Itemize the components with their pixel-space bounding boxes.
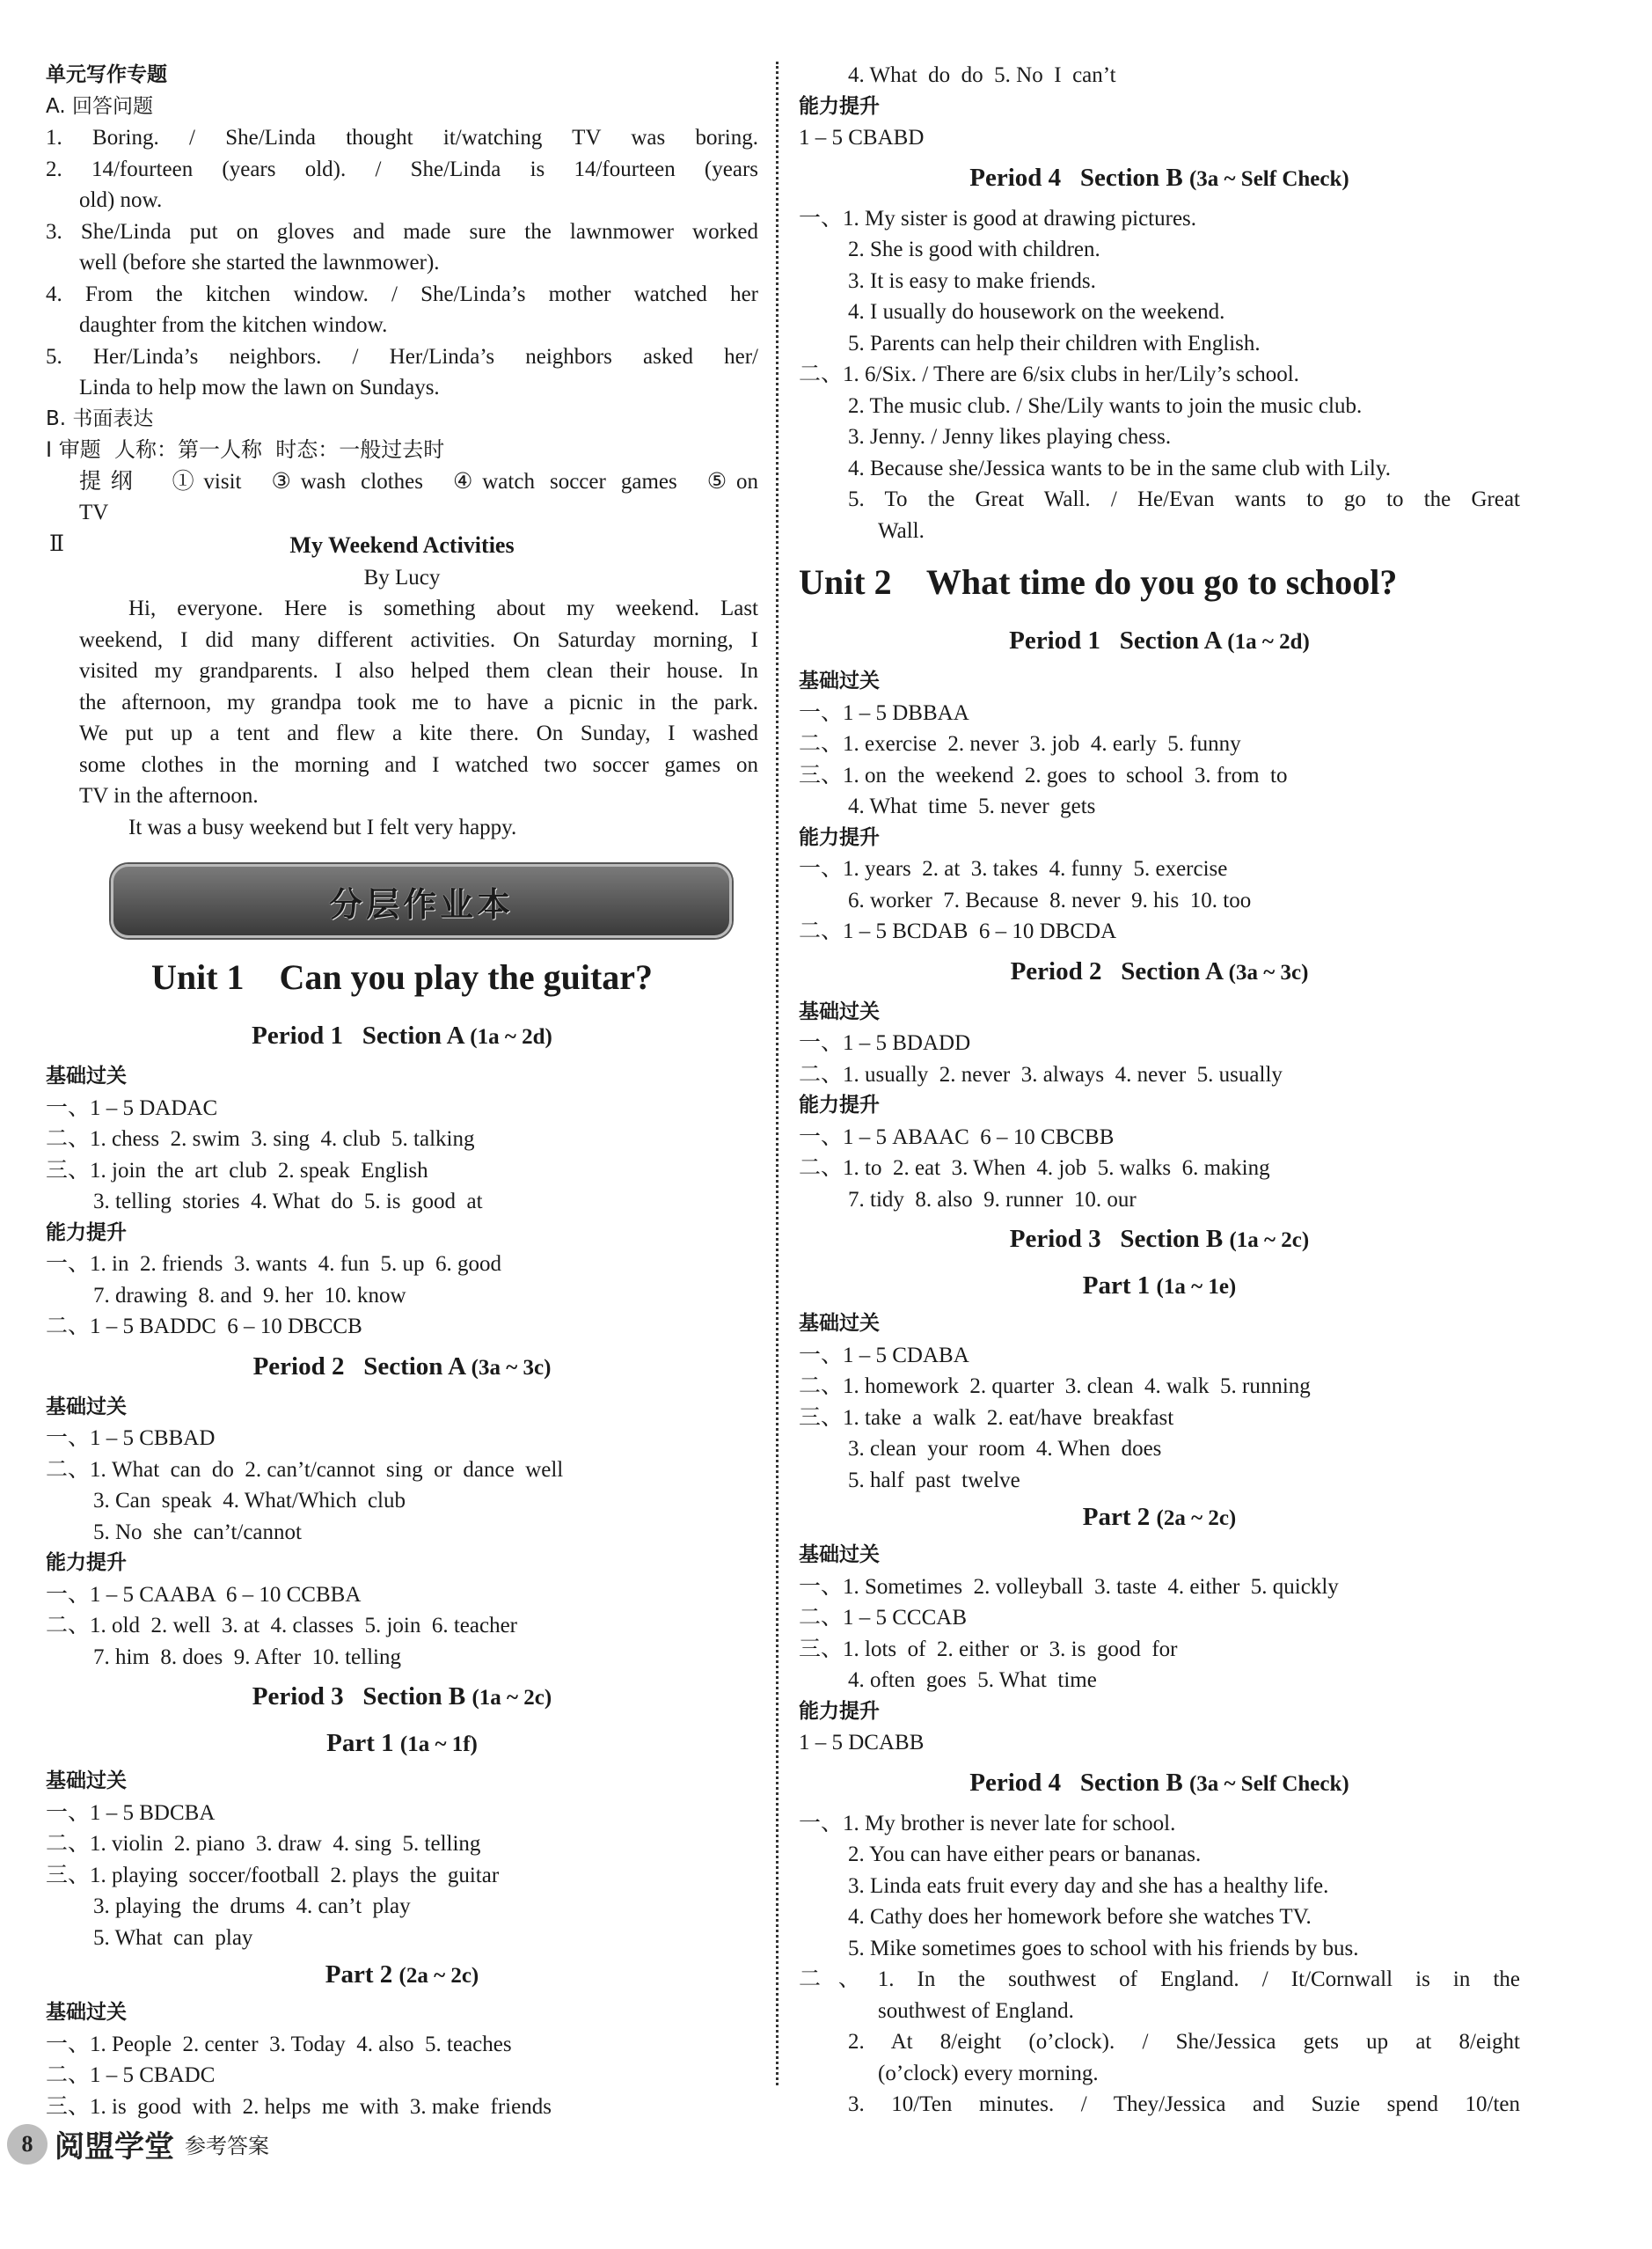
basic-heading: 基础过关 <box>46 1395 127 1418</box>
period-range: (1a ~ 2c) <box>1229 1228 1310 1252</box>
period-title: Period 1 Section A <box>252 1022 464 1050</box>
answer-line: 一、1 – 5 CDABA <box>799 1343 969 1367</box>
essay-line: some clothes in the morning and I watched two soccer games on <box>79 752 758 777</box>
answer-line: 二、1. exercise 2. never 3. job 4. early 5. funny <box>799 732 1241 756</box>
brand-logo: 阅盟学堂 <box>55 2129 174 2165</box>
period-title: Period 1 Section A <box>1009 626 1222 655</box>
answer-line: 三、1. take a walk 2. eat/have breakfast <box>799 1405 1174 1430</box>
period-heading <box>799 619 1520 664</box>
answer-line: 2. She is good with children. <box>848 238 1100 261</box>
unit-1-title: Unit 1 Can you play the guitar? <box>150 957 654 997</box>
answer-line: 二、1. usually 2. never 3. always 4. never 5. usually <box>799 1062 1283 1087</box>
part-heading <box>799 1496 1520 1540</box>
answer-line: 4. I usually do housework on the weekend. <box>848 300 1225 324</box>
answer-line: 1 – 5 CBABD <box>799 126 925 150</box>
answer-line: 6. worker 7. Because 8. never 9. his 10. too <box>848 888 1252 912</box>
answer-line: (o’clock) every morning. <box>878 2061 1099 2085</box>
answer-line: 7. tidy 8. also 9. runner 10. our <box>848 1187 1137 1212</box>
essay-line: TV in the afternoon. <box>79 784 259 808</box>
answer-line: 二、1. What can do 2. can’t/cannot sing or dance well <box>46 1457 564 1482</box>
advance-heading: 能力提升 <box>46 1220 127 1244</box>
answer-line: 3. It is easy to make friends. <box>848 268 1096 293</box>
answer-line: 一、1 – 5 CAABA 6 – 10 CCBBA <box>46 1582 362 1607</box>
answer-line: 二、1. old 2. well 3. at 4. classes 5. join 6. teacher <box>46 1614 517 1637</box>
period-range: (3a ~ 3c) <box>1228 960 1309 985</box>
part-title: Part 1 <box>326 1729 394 1757</box>
period-title: Period 3 Section B <box>1009 1225 1224 1253</box>
period-range: (3a ~ 3c) <box>471 1355 552 1380</box>
part-range: (1a ~ 1e) <box>1156 1275 1237 1299</box>
answer-line: 一、1 – 5 CBBAD <box>46 1426 216 1450</box>
part-title: Part 2 <box>325 1960 393 1989</box>
answer-line: 二、1. violin 2. piano 3. draw 4. sing 5. telling <box>46 1832 481 1856</box>
period-heading <box>799 156 1520 201</box>
column-divider <box>776 62 778 2085</box>
answer-line: 5. To the Great Wall. / He/Evan wants to go to the Great <box>848 487 1520 511</box>
period-title: Period 4 Section B <box>969 1768 1183 1797</box>
essay-title: My Weekend Activities <box>289 531 515 558</box>
answer-line: 1. Boring. / She/Linda thought it/watching TV was boring. <box>46 126 758 150</box>
answer-line: 5. Parents can help their children with English. <box>848 331 1261 355</box>
answer-line: well (before she started the lawnmower). <box>79 251 440 275</box>
answer-line: 二、1. In the southwest of England. / It/Cornwall is in the <box>799 1967 1520 1991</box>
period-title: Period 3 Section B <box>252 1682 466 1711</box>
answer-line: 二、1. chess 2. swim 3. sing 4. club 5. talking <box>46 1127 475 1151</box>
period-range: (1a ~ 2c) <box>471 1686 552 1710</box>
part-a-heading: A. 回答问题 <box>46 94 153 118</box>
answer-line: 一、1 – 5 BDCBA <box>46 1800 216 1825</box>
answer-line: Wall. <box>878 518 925 543</box>
basic-heading: 基础过关 <box>799 1000 880 1023</box>
answer-line: 1 – 5 DCABB <box>799 1731 925 1755</box>
period-heading <box>799 949 1520 995</box>
answer-line: 2. 14/fourteen (years old). / She/Linda is 14/fourteen (years <box>46 157 758 181</box>
page-number: 8 <box>7 2124 48 2165</box>
answer-line: 二、1 – 5 BADDC 6 – 10 DBCCB <box>46 1315 362 1338</box>
answer-line: 一、1. My brother is never late for school. <box>799 1811 1176 1835</box>
advance-heading: 能力提升 <box>46 1551 127 1574</box>
part-b-heading: B. 书面表达 <box>46 407 154 430</box>
answer-line: 7. him 8. does 9. After 10. telling <box>93 1645 401 1669</box>
answer-line: 3. She/Linda put on gloves and made sure the lawnmower worked <box>46 219 758 244</box>
answer-line: 二、1 – 5 BCDAB 6 – 10 DBCDA <box>799 919 1117 943</box>
period-range: (3a ~ Self Check) <box>1188 1771 1349 1796</box>
part-title: Part 1 <box>1082 1271 1151 1300</box>
answer-line: 三、1. join the art club 2. speak English <box>46 1158 428 1183</box>
answer-line: 二、1. 6/Six. / There are 6/six clubs in her/Lily’s school. <box>799 363 1299 386</box>
basic-heading: 基础过关 <box>46 1769 127 1792</box>
essay-line: weekend, I did many different activities. On Saturday morning, I <box>79 627 758 652</box>
part-heading <box>46 1722 758 1766</box>
answer-line: 4. What do do 5. No I can’t <box>848 63 1116 87</box>
basic-heading: 基础过关 <box>46 1065 127 1088</box>
answer-line: 三、1. playing soccer/football 2. plays the guitar <box>46 1863 500 1887</box>
part-range: (1a ~ 1f) <box>399 1733 478 1756</box>
basic-heading: 基础过关 <box>799 1312 880 1335</box>
answer-line: 5. Her/Linda’s neighbors. / Her/Linda’s neighbors asked her/ <box>46 344 758 369</box>
answer-line: 4. Because she/Jessica wants to be in the same club with Lily. <box>848 456 1391 480</box>
answer-line: 二、1. to 2. eat 3. When 4. job 5. walks 6. making <box>799 1156 1270 1180</box>
answer-line: 4. What time 5. never gets <box>848 795 1096 818</box>
part-heading <box>799 1264 1520 1308</box>
answer-line: 三、1. on the weekend 2. goes to school 3. from to <box>799 763 1288 788</box>
essay-line: Hi, everyone. Here is something about my weekend. Last <box>128 597 758 620</box>
period-range: (1a ~ 2d) <box>470 1025 552 1049</box>
answer-line: 4. Cathy does her homework before she watches TV. <box>848 1905 1312 1929</box>
writing-outline: TV <box>79 501 109 524</box>
writing-outline: 提纲 ①visit ③wash clothes ④watch soccer games ⑤on <box>79 469 758 494</box>
page-footer <box>7 2122 269 2165</box>
answer-line: 二、1 – 5 CCCAB <box>799 1606 968 1630</box>
part-range: (2a ~ 2c) <box>1156 1506 1237 1530</box>
answer-line: 2. At 8/eight (o’clock). / She/Jessica gets up at 8/eight <box>848 2030 1520 2054</box>
answer-line: 二、1 – 5 CBADC <box>46 2063 216 2087</box>
advance-heading: 能力提升 <box>799 1699 880 1723</box>
answer-line: 一、1. years 2. at 3. takes 4. funny 5. exercise <box>799 857 1228 881</box>
section-banner <box>111 864 732 938</box>
answer-line: 一、1 – 5 DBBAA <box>799 700 969 725</box>
writing-analysis: Ⅰ 审题 人称：第一人称 时态：一般过去时 <box>46 437 445 462</box>
advance-heading: 能力提升 <box>799 825 880 849</box>
period-title: Period 4 Section B <box>969 163 1183 192</box>
period-title: Period 2 Section A <box>1010 956 1223 985</box>
part-title: Part 2 <box>1082 1503 1151 1531</box>
period-title: Period 2 Section A <box>252 1352 465 1381</box>
answer-line: 5. half past twelve <box>848 1468 1020 1492</box>
answer-line: daughter from the kitchen window. <box>79 313 388 337</box>
unit-2-title: Unit 2 What time do you go to school? <box>799 562 1398 602</box>
answer-line: 3. Linda eats fruit every day and she has a healthy life. <box>848 1873 1329 1898</box>
answer-line: southwest of England. <box>878 1998 1074 2023</box>
answer-line: 一、1 – 5 ABAAC 6 – 10 CBCBB <box>799 1124 1115 1149</box>
essay-marker: Ⅱ <box>49 531 64 556</box>
right-column <box>799 60 1520 2121</box>
answer-line: 2. The music club. / She/Lily wants to join the music club. <box>848 393 1363 418</box>
answer-line: 5. What can play <box>93 1925 253 1950</box>
period-heading <box>799 1761 1520 1806</box>
answer-line: 5. Mike sometimes goes to school with his friends by bus. <box>848 1936 1359 1960</box>
essay-line: the afternoon, my grandpa took me to have a picnic in the park. <box>79 690 758 714</box>
answer-line: old) now. <box>79 188 163 212</box>
advance-heading: 能力提升 <box>799 94 880 118</box>
left-column <box>46 60 758 2122</box>
answer-line: 4. often goes 5. What time <box>848 1668 1097 1692</box>
answer-line: 二、1. homework 2. quarter 3. clean 4. walk 5. running <box>799 1374 1311 1398</box>
period-heading <box>799 1217 1520 1263</box>
essay-line: visited my grandparents. I also helped them clean their house. In <box>79 659 758 683</box>
essay-author: By Lucy <box>363 565 441 590</box>
answer-line: 4. From the kitchen window. / She/Linda’s mother watched her <box>46 282 758 306</box>
period-range: (3a ~ Self Check) <box>1188 166 1349 191</box>
period-range: (1a ~ 2d) <box>1227 630 1310 654</box>
period-heading <box>46 1014 758 1059</box>
answer-line: 3. 10/Ten minutes. / They/Jessica and Suzie spend 10/ten <box>848 2092 1520 2116</box>
writing-section-heading: 单元写作专题 <box>46 63 167 86</box>
essay-line: It was a busy weekend but I felt very happy. <box>128 815 517 839</box>
basic-heading: 基础过关 <box>46 2001 127 2024</box>
answer-line: 3. telling stories 4. What do 5. is good at <box>93 1190 483 1213</box>
basic-heading: 基础过关 <box>799 1543 880 1566</box>
answer-line: 3. clean your room 4. When does <box>848 1437 1162 1461</box>
answer-line: 一、1 – 5 BDADD <box>799 1031 971 1055</box>
answer-line: 一、1. My sister is good at drawing pictures. <box>799 206 1197 231</box>
part-range: (2a ~ 2c) <box>398 1964 479 1988</box>
answer-line: 3. Jenny. / Jenny likes playing chess. <box>848 425 1172 449</box>
answer-line: 三、1. lots of 2. either or 3. is good for <box>799 1637 1178 1661</box>
section-banner-label: 分层作业本 <box>328 884 514 924</box>
basic-heading: 基础过关 <box>799 670 880 692</box>
footer-subtitle: 参考答案 <box>185 2134 269 2158</box>
period-heading <box>46 1674 758 1720</box>
answer-line: 3. playing the drums 4. can’t play <box>93 1894 411 1918</box>
answer-line: 一、1. People 2. center 3. Today 4. also 5. teaches <box>46 2032 512 2056</box>
answer-line: 一、1. in 2. friends 3. wants 4. fun 5. up 6. good <box>46 1252 502 1276</box>
period-heading <box>46 1344 758 1390</box>
essay-line: We put up a tent and flew a kite there. On Sunday, I washed <box>79 722 758 745</box>
advance-heading: 能力提升 <box>799 1094 880 1117</box>
answer-line: 5. No she can’t/cannot <box>93 1520 302 1544</box>
answer-line: 三、1. is good with 2. helps me with 3. make friends <box>46 2094 552 2119</box>
answer-line: 3. Can speak 4. What/Which club <box>93 1489 406 1513</box>
answer-line: Linda to help mow the lawn on Sundays. <box>79 376 440 399</box>
answer-line: 2. You can have either pears or bananas. <box>848 1842 1202 1866</box>
part-heading <box>46 1953 758 1997</box>
answer-line: 一、1 – 5 DADAC <box>46 1095 218 1120</box>
answer-line: 一、1. Sometimes 2. volleyball 3. taste 4. either 5. quickly <box>799 1574 1339 1599</box>
answer-line: 7. drawing 8. and 9. her 10. know <box>93 1283 406 1308</box>
